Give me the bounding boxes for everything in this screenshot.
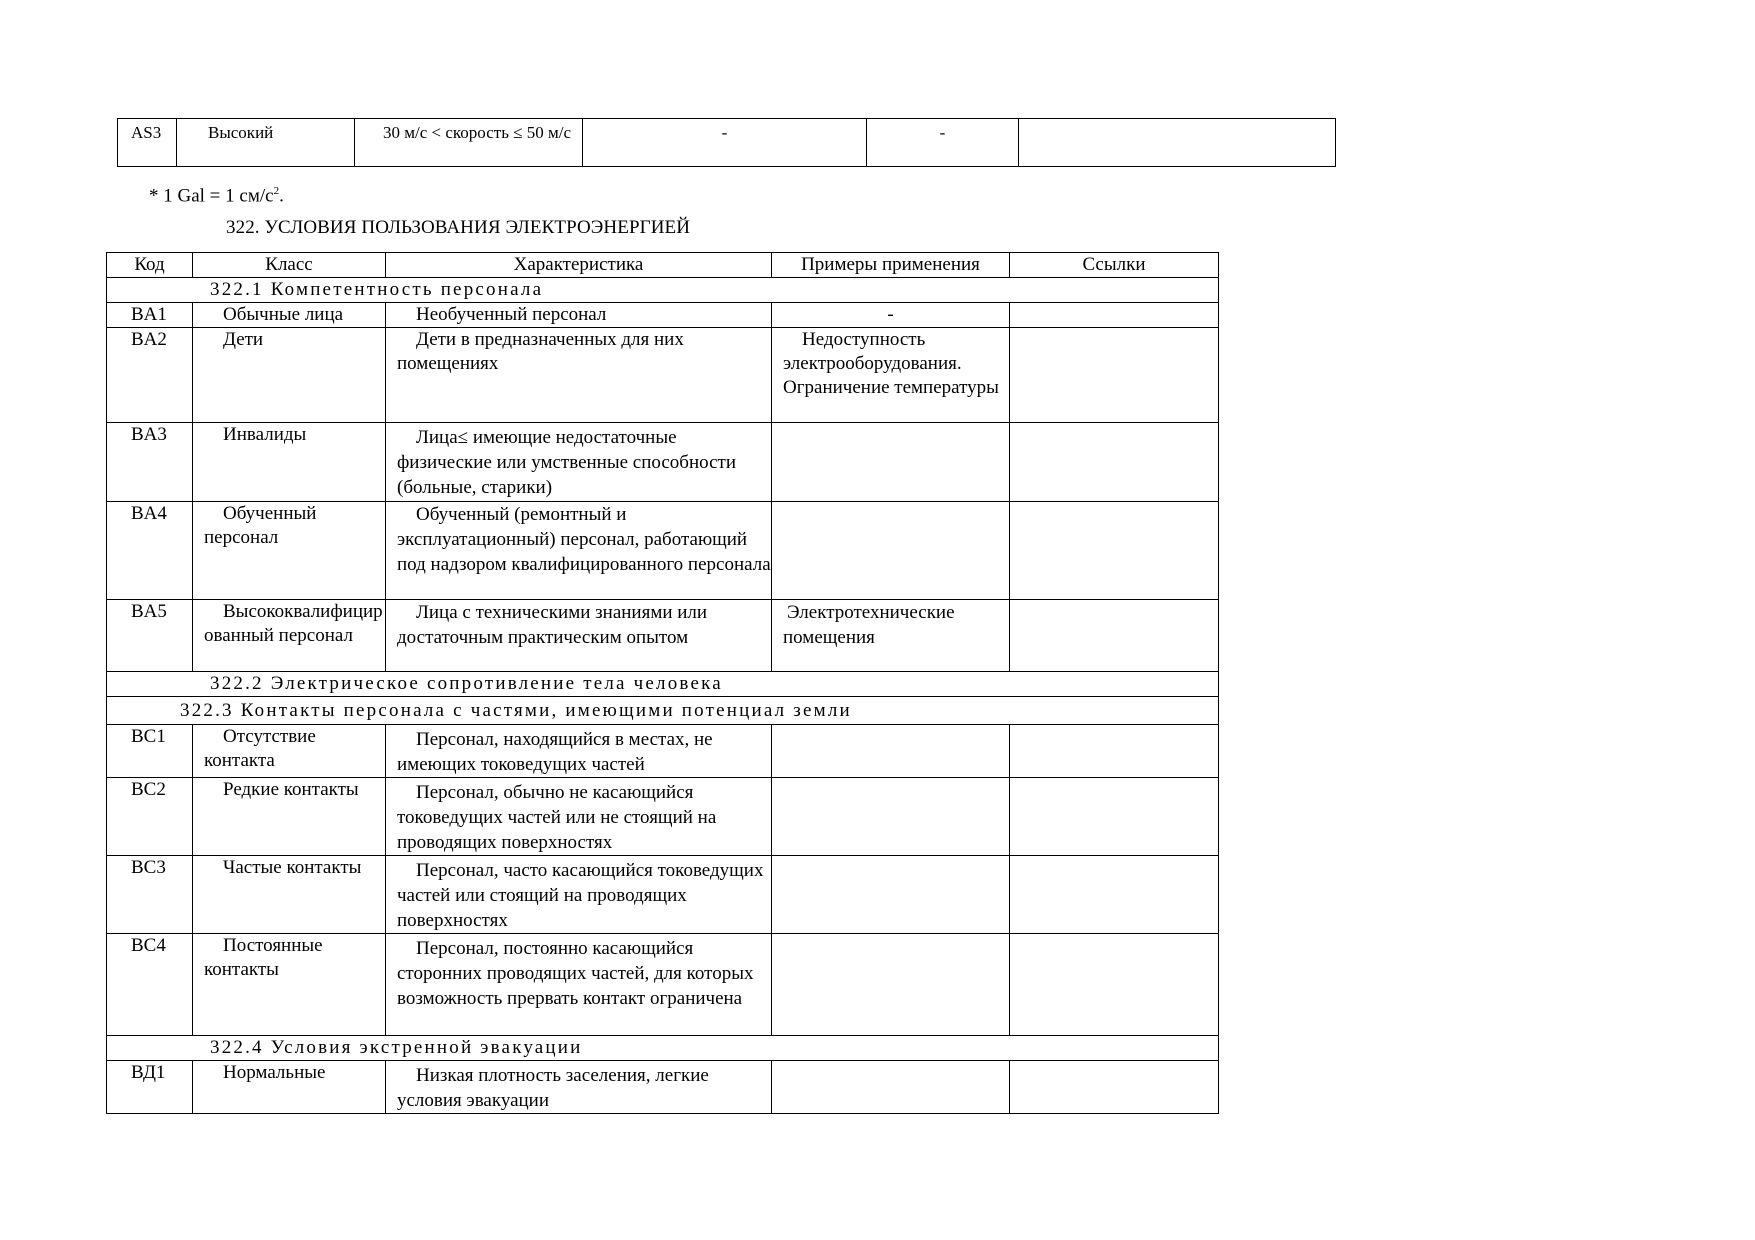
class-cell: Инвалиды [193, 423, 386, 502]
code-cell: BA5 [107, 600, 193, 672]
section-row [107, 672, 1219, 697]
characteristic-cell: Необученный персонал [386, 303, 772, 328]
table-row [107, 778, 1219, 856]
class-cell: Обычные лица [193, 303, 386, 328]
column-header: Класс [193, 253, 386, 278]
section-title: 322.1 Компетентность персонала [107, 278, 1219, 303]
characteristic-cell: Персонал, обычно не касающийся токоведущих частей или не стоящий на проводящих поверхностях [386, 778, 772, 856]
top-table [117, 118, 1336, 167]
examples-cell: Электротехнические помещения [772, 600, 1010, 672]
class-cell: Нормальные [193, 1061, 386, 1114]
examples-cell [772, 1061, 1010, 1114]
code-cell: BA2 [107, 328, 193, 423]
examples-cell [772, 502, 1010, 600]
table-row [118, 119, 1336, 167]
table-row [107, 423, 1219, 502]
characteristic-cell: 30 м/с < скорость ≤ 50 м/с [355, 119, 583, 167]
examples-cell: Недоступность электрооборудования. Ограничение температуры [772, 328, 1010, 423]
code-cell: BC3 [107, 856, 193, 934]
table-row [107, 303, 1219, 328]
refs-cell [1010, 423, 1219, 502]
characteristic-cell: Низкая плотность заселения, легкие условия эвакуации [386, 1061, 772, 1114]
class-cell: Высокий [177, 119, 355, 167]
header-row [107, 253, 1219, 278]
characteristic-cell: Персонал, постоянно касающийся сторонних проводящих частей, для которых возможность прервать контакт ограничена [386, 934, 772, 1036]
code-cell: BC2 [107, 778, 193, 856]
code-cell: AS3 [118, 119, 177, 167]
examples-cell [772, 856, 1010, 934]
refs-cell [1010, 328, 1219, 423]
refs-cell [1010, 856, 1219, 934]
column-header: Примеры применения [772, 253, 1010, 278]
refs-cell [1010, 934, 1219, 1036]
class-cell: Дети [193, 328, 386, 423]
refs-cell [1010, 778, 1219, 856]
main-table [106, 252, 1219, 1114]
code-cell: BA3 [107, 423, 193, 502]
section-row [107, 278, 1219, 303]
extra-cell [1019, 119, 1336, 167]
class-cell: Обученный персонал [193, 502, 386, 600]
characteristic-cell: Дети в предназначенных для них помещениях [386, 328, 772, 423]
examples-cell: - [583, 119, 867, 167]
refs-cell [1010, 303, 1219, 328]
characteristic-cell: Лица≤ имеющие недостаточные физические или умственные способности (больные, старики) [386, 423, 772, 502]
class-cell: Постоянные контакты [193, 934, 386, 1036]
section-row [107, 1036, 1219, 1061]
section-heading: 322. УСЛОВИЯ ПОЛЬЗОВАНИЯ ЭЛЕКТРОЭНЕРГИЕЙ [226, 217, 691, 238]
table-row [107, 1061, 1219, 1114]
code-cell: ВД1 [107, 1061, 193, 1114]
examples-cell: - [772, 303, 1010, 328]
table-row [107, 502, 1219, 600]
column-header: Ссылки [1010, 253, 1219, 278]
code-cell: BA1 [107, 303, 193, 328]
table-row [107, 600, 1219, 672]
examples-cell [772, 778, 1010, 856]
section-title: 322.3 Контакты персонала с частями, имеющими потенциал земли [107, 697, 1219, 725]
table-row [107, 856, 1219, 934]
refs-cell [1010, 502, 1219, 600]
class-cell: Высококвалифицированный персонал [193, 600, 386, 672]
section-row [107, 697, 1219, 725]
examples-cell [772, 423, 1010, 502]
footnote: * 1 Gal = 1 $см/с^2$. [149, 185, 284, 207]
table-row [107, 934, 1219, 1036]
refs-cell [1010, 600, 1219, 672]
table-row [107, 725, 1219, 778]
examples-cell [772, 725, 1010, 778]
class-cell: Отсутствие контакта [193, 725, 386, 778]
class-cell: Редкие контакты [193, 778, 386, 856]
examples-cell [772, 934, 1010, 1036]
section-title: 322.2 Электрическое сопротивление тела человека [107, 672, 1219, 697]
column-header: Код [107, 253, 193, 278]
code-cell: BC1 [107, 725, 193, 778]
characteristic-cell: Персонал, часто касающийся токоведущих частей или стоящий на проводящих поверхностях [386, 856, 772, 934]
refs-cell [1010, 725, 1219, 778]
table-row [107, 328, 1219, 423]
class-cell: Частые контакты [193, 856, 386, 934]
code-cell: BA4 [107, 502, 193, 600]
column-header: Характеристика [386, 253, 772, 278]
code-cell: BC4 [107, 934, 193, 1036]
refs-cell [1010, 1061, 1219, 1114]
characteristic-cell: Обученный (ремонтный и эксплуатационный) персонал, работающий под надзором квалифицированного персонала [386, 502, 772, 600]
section-title: 322.4 Условия экстренной эвакуации [107, 1036, 1219, 1061]
characteristic-cell: Персонал, находящийся в местах, не имеющих токоведущих частей [386, 725, 772, 778]
refs-cell: - [867, 119, 1019, 167]
characteristic-cell: Лица с техническими знаниями или достаточным практическим опытом [386, 600, 772, 672]
